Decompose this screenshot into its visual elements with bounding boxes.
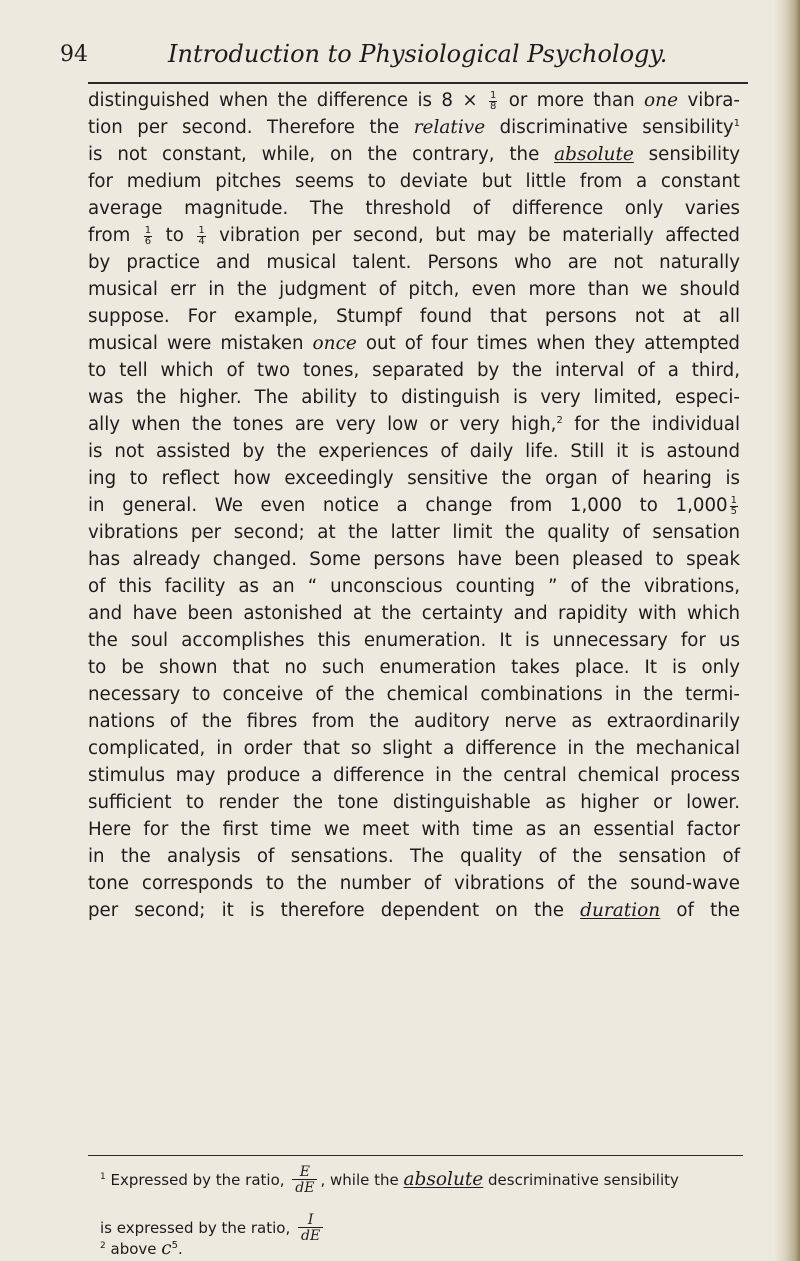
text-line: musical err in the judgment of pitch, even more than we should (88, 279, 740, 300)
text-line: sufficient to render the tone distinguishable as higher or lower. (88, 792, 740, 813)
footnote-1-continued: is expressed by the ratio, $\frac{I}{dE}$ (100, 1213, 326, 1244)
body-text (88, 87, 740, 924)
text-line: in the analysis of sensations. The quality of the sensation of (88, 846, 740, 867)
text-line: musical were mistaken once out of four times when they attempted (88, 333, 740, 354)
text-line: in general. We even notice a change from 1,000 to 1,000 $\frac{1}{5}$ (88, 494, 737, 517)
footnote-ref: 2 (556, 414, 563, 426)
text-line: ing to reflect how exceedingly sensitive the organ of hearing is (88, 468, 740, 489)
text-line: necessary to conceive of the chemical combinations in the termi- (88, 684, 740, 705)
fraction-eighth: $\frac{1}{8}$ (490, 89, 497, 112)
text-line: nations of the fibres from the auditory nerve as extraordinarily (88, 711, 740, 732)
text-line: the soul accomplishes this enumeration. It is unnecessary for us (88, 630, 740, 651)
text-line: was the higher. The ability to distinguish is very limited, especi- (88, 387, 740, 408)
text-line: suppose. For example, Stumpf found that persons not at all (88, 306, 740, 327)
page-number: 94 (60, 42, 88, 67)
page-header (60, 40, 740, 80)
fraction-fifth: $\frac{1}{5}$ (730, 494, 737, 517)
fraction-sixth: $\frac{1}{6}$ (144, 224, 152, 247)
text-line: is not assisted by the experiences of daily life. Still it is astound (88, 441, 740, 462)
fraction-quarter: $\frac{1}{4}$ (198, 224, 205, 247)
text-line: tion per second. Therefore the relative discriminative sensibility$^1$ (88, 117, 740, 138)
footnote-rule (88, 1155, 743, 1156)
text-line: tone corresponds to the number of vibrations of the sound-wave (88, 873, 740, 894)
text-line: average magnitude. The threshold of difference only varies (88, 198, 740, 219)
text-line: by practice and musical talent. Persons who are not naturally (88, 252, 740, 273)
header-rule (88, 82, 748, 84)
running-title: Introduction to Physiological Psychology. (168, 40, 668, 68)
fraction-one-over-de: $\frac{I}{dE}$ (298, 1213, 323, 1244)
text-line: complicated, in order that so slight a difference in the mechanical (88, 738, 740, 759)
footnote-ref: 1 (733, 117, 740, 129)
text-line: to tell which of two tones, separated by the interval of a third, (88, 360, 740, 381)
text-line: vibrations per second; at the latter limit the quality of sensation (88, 522, 740, 543)
text-line: for medium pitches seems to deviate but little from a constant (88, 171, 740, 192)
fraction-e-over-de: $\frac{E}{dE}$ (292, 1165, 317, 1196)
footnote-1: $^1$ Expressed by the ratio, $\frac{E}{dE}$ , while the absolute descriminative sensibility (100, 1164, 679, 1196)
text-line: per second; it is therefore dependent on the duration of the (88, 900, 740, 921)
text-line: from $\frac{1}{6}$ to $\frac{1}{4}$ vibration per second, but may be materially affected (88, 224, 740, 247)
text-line: ally when the tones are very low or very high,$^2$ for the individual (88, 414, 741, 435)
footnote-2: $^2$ above c$^5$. (100, 1238, 183, 1259)
text-line: and have been astonished at the certainty and rapidity with which (88, 603, 740, 624)
text-line: Here for the first time we meet with time as an essential factor (88, 819, 740, 840)
page-edge-shadow (774, 0, 800, 1261)
text-line: has already changed. Some persons have been pleased to speak (88, 549, 740, 570)
text-line: is not constant, while, on the contrary, the absolute sensibility (88, 144, 740, 165)
text-line: distinguished when the difference is 8 × $\frac{1}{8}$ or more than one vibra- (88, 89, 740, 112)
text-line: stimulus may produce a difference in the central chemical process (88, 765, 740, 786)
text-line: to be shown that no such enumeration takes place. It is only (88, 657, 740, 678)
text-line: of this facility as an “ unconscious counting ” of the vibrations, (88, 576, 740, 597)
